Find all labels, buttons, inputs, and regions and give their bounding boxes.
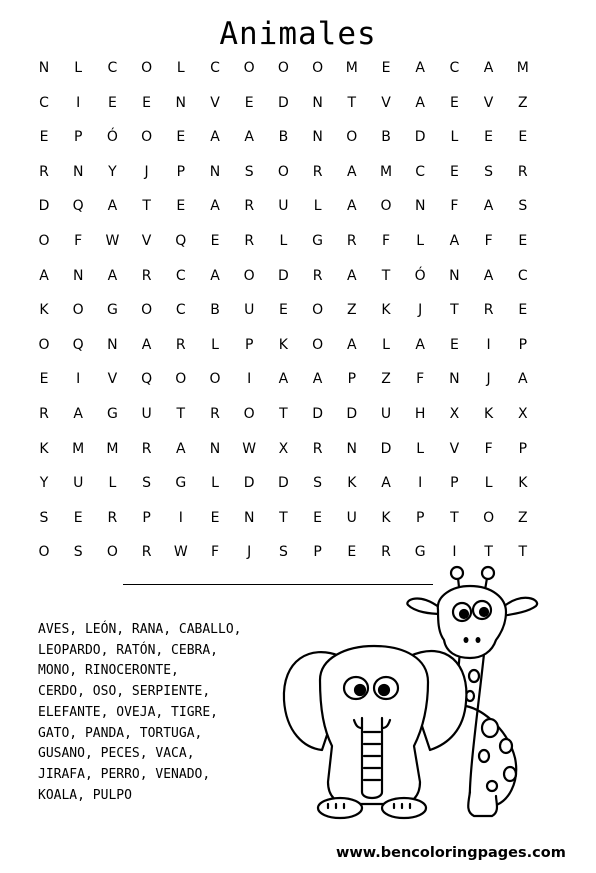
grid-letter: I bbox=[76, 94, 81, 111]
grid-letter: X bbox=[518, 406, 528, 422]
grid-letter: D bbox=[278, 267, 289, 284]
grid-letter: R bbox=[141, 267, 152, 284]
grid-letter: A bbox=[312, 371, 323, 388]
grid-letter: V bbox=[449, 440, 460, 457]
grid-letter: I bbox=[452, 544, 457, 561]
grid-letter: A bbox=[141, 336, 152, 353]
grid-letter: O bbox=[175, 371, 187, 388]
grid-letter: K bbox=[278, 336, 288, 353]
grid-letter: O bbox=[380, 198, 392, 215]
grid-letter: C bbox=[449, 60, 460, 76]
grid-letter: O bbox=[141, 129, 153, 146]
grid-letter: D bbox=[380, 440, 392, 457]
grid-letter: J bbox=[247, 544, 252, 561]
grid-letter: A bbox=[73, 406, 83, 422]
grid-letter: G bbox=[312, 233, 324, 249]
grid-letter: R bbox=[141, 440, 152, 457]
grid-letter: L bbox=[74, 60, 83, 76]
grid-letter: K bbox=[39, 440, 49, 457]
grid-letter: L bbox=[313, 198, 322, 215]
word-list-line: MONO, RINOCERONTE, bbox=[38, 663, 179, 679]
grid-letter: B bbox=[210, 302, 220, 319]
grid-letter: Y bbox=[108, 163, 117, 180]
grid-letter: C bbox=[175, 302, 186, 319]
grid-letter: E bbox=[449, 163, 459, 180]
grid-letter: V bbox=[141, 233, 152, 249]
grid-letter: R bbox=[141, 544, 152, 561]
grid-letter: U bbox=[380, 406, 392, 422]
grid-letter: G bbox=[175, 475, 187, 492]
grid-letter: F bbox=[74, 233, 83, 249]
grid-letter: R bbox=[517, 163, 528, 180]
grid-letter: S bbox=[278, 544, 288, 561]
grid-letter: R bbox=[483, 302, 494, 319]
grid-letter: U bbox=[278, 198, 289, 215]
grid-letter: O bbox=[346, 129, 358, 146]
grid-letter: R bbox=[107, 509, 118, 526]
grid-letter: E bbox=[381, 60, 391, 76]
grid-letter: I bbox=[178, 509, 183, 526]
grid-letter: P bbox=[347, 371, 357, 388]
grid-letter: N bbox=[107, 336, 118, 353]
grid-letter: O bbox=[141, 302, 153, 319]
grid-letter: A bbox=[381, 475, 391, 492]
grid-letter: N bbox=[209, 440, 221, 457]
grid-letter: M bbox=[379, 163, 393, 180]
grid-letter: R bbox=[175, 336, 186, 353]
grid-letter: K bbox=[381, 302, 391, 319]
grid-letter: O bbox=[243, 267, 255, 284]
grid-letter: Q bbox=[175, 233, 187, 249]
grid-letter: A bbox=[483, 198, 494, 215]
grid-letter: F bbox=[450, 198, 459, 215]
grid-letter: T bbox=[484, 544, 493, 561]
grid-letter: E bbox=[107, 94, 117, 111]
grid-letter: P bbox=[450, 475, 459, 492]
grid-letter: E bbox=[244, 94, 254, 111]
grid-letter: E bbox=[347, 544, 357, 561]
grid-letter: R bbox=[39, 406, 49, 422]
word-list-line: CERDO, OSO, SERPIENTE, bbox=[38, 684, 211, 700]
grid-letter: E bbox=[278, 302, 288, 319]
grid-letter: R bbox=[381, 544, 391, 561]
grid-letter: S bbox=[484, 163, 494, 180]
grid-letter: K bbox=[518, 475, 528, 492]
grid-letter: O bbox=[243, 406, 255, 422]
grid-letter: O bbox=[209, 371, 221, 388]
grid-letter: N bbox=[243, 509, 255, 526]
grid-letter: G bbox=[106, 406, 118, 422]
grid-letter: C bbox=[107, 60, 118, 76]
grid-letter: A bbox=[483, 267, 494, 284]
grid-letter: R bbox=[312, 440, 323, 457]
grid-letter: J bbox=[418, 302, 423, 319]
grid-letter: I bbox=[76, 371, 81, 388]
grid-letter: R bbox=[210, 406, 220, 422]
grid-letter: Z bbox=[518, 94, 528, 111]
footer-url: www.bencoloringpages.com bbox=[336, 845, 566, 861]
grid-letter: A bbox=[347, 198, 357, 215]
grid-letter: O bbox=[312, 336, 324, 353]
grid-letter: A bbox=[347, 163, 357, 180]
grid-letter: L bbox=[279, 233, 288, 249]
word-list-line: JIRAFA, PERRO, VENADO, bbox=[38, 766, 211, 782]
grid-letter: A bbox=[210, 129, 220, 146]
grid-letter: E bbox=[449, 336, 459, 353]
grid-letter: N bbox=[414, 198, 426, 215]
grid-letter: A bbox=[415, 336, 425, 353]
grid-letter: V bbox=[210, 94, 220, 111]
grid-letter: D bbox=[278, 94, 289, 111]
grid-letter: A bbox=[518, 371, 528, 388]
word-list-line: GATO, PANDA, TORTUGA, bbox=[38, 725, 203, 741]
grid-letter: P bbox=[244, 336, 254, 353]
grid-letter: K bbox=[39, 302, 49, 319]
grid-letter: P bbox=[415, 509, 425, 526]
grid-letter: H bbox=[414, 406, 426, 422]
grid-letter: A bbox=[210, 198, 220, 215]
grid-letter: D bbox=[278, 475, 289, 492]
grid-letter: S bbox=[313, 475, 323, 492]
grid-letter: L bbox=[416, 233, 425, 249]
grid-letter: M bbox=[345, 60, 358, 76]
grid-letter: K bbox=[381, 509, 391, 526]
grid-letter: O bbox=[277, 163, 289, 180]
grid-letter: Ó bbox=[106, 129, 118, 146]
grid-letter: R bbox=[39, 163, 49, 180]
grid-letter: E bbox=[39, 129, 49, 146]
grid-letter: L bbox=[450, 129, 459, 146]
grid-letter: R bbox=[244, 233, 255, 249]
grid-letter: F bbox=[484, 233, 493, 249]
grid-letter: N bbox=[209, 163, 221, 180]
grid-letter: E bbox=[518, 233, 528, 249]
grid-letter: E bbox=[210, 509, 220, 526]
grid-letter: T bbox=[381, 267, 391, 284]
grid-letter: P bbox=[313, 544, 322, 561]
grid-letter: E bbox=[518, 302, 528, 319]
grid-letter: O bbox=[38, 544, 50, 561]
grid-letter: J bbox=[144, 163, 149, 180]
grid-letter: I bbox=[247, 371, 252, 388]
grid-letter: N bbox=[449, 267, 460, 284]
grid-letter: N bbox=[312, 129, 323, 146]
grid-letter: A bbox=[347, 336, 357, 353]
grid-letter: N bbox=[312, 94, 323, 111]
grid-letter: P bbox=[518, 336, 528, 353]
grid-letter: T bbox=[279, 509, 288, 526]
grid-letter: A bbox=[39, 267, 49, 284]
grid-letter: A bbox=[415, 60, 425, 76]
grid-letter: D bbox=[243, 475, 255, 492]
grid-letter: C bbox=[39, 94, 49, 111]
word-list-line: ELEFANTE, OVEJA, TIGRE, bbox=[38, 704, 219, 720]
grid-letter: L bbox=[211, 475, 219, 492]
grid-letter: C bbox=[415, 163, 426, 180]
grid-letter: S bbox=[518, 198, 528, 215]
grid-letter: S bbox=[142, 475, 152, 492]
grid-letter: E bbox=[73, 509, 83, 526]
grid-letter: F bbox=[210, 544, 220, 561]
grid-letter: C bbox=[175, 267, 186, 284]
grid-letter: T bbox=[279, 406, 288, 422]
grid-letter: G bbox=[414, 544, 426, 561]
grid-letter: O bbox=[483, 509, 495, 526]
grid-letter: A bbox=[107, 267, 118, 284]
grid-letter: W bbox=[173, 544, 188, 561]
grid-letter: W bbox=[242, 440, 257, 457]
grid-letter: B bbox=[381, 129, 391, 146]
grid-letter: V bbox=[381, 94, 391, 111]
word-list-line: AVES, LEÓN, RANA, CABALLO, bbox=[38, 622, 242, 637]
grid-letter: M bbox=[516, 60, 529, 76]
grid-letter: Q bbox=[141, 371, 153, 388]
grid-letter: L bbox=[416, 440, 425, 457]
grid-letter: U bbox=[141, 406, 152, 422]
grid-letter: T bbox=[450, 509, 459, 526]
grid-letter: E bbox=[176, 198, 186, 215]
grid-letter: N bbox=[346, 440, 358, 457]
grid-letter: A bbox=[415, 94, 425, 111]
grid-letter: R bbox=[244, 198, 255, 215]
grid-letter: P bbox=[73, 129, 83, 146]
grid-letter: M bbox=[72, 440, 85, 457]
grid-letter: M bbox=[106, 440, 119, 457]
grid-letter: N bbox=[38, 60, 50, 76]
elephant-drawing bbox=[284, 646, 467, 818]
grid-letter: A bbox=[176, 440, 186, 457]
grid-letter: V bbox=[483, 94, 494, 111]
grid-letter: E bbox=[449, 94, 459, 111]
grid-letter: N bbox=[72, 267, 84, 284]
grid-letter: Y bbox=[39, 475, 49, 492]
grid-letter: O bbox=[243, 60, 255, 76]
grid-letter: F bbox=[381, 233, 391, 249]
grid-letter: T bbox=[142, 198, 151, 215]
grid-letter: W bbox=[105, 233, 120, 249]
page-title: Animales bbox=[219, 16, 377, 52]
grid-letter: B bbox=[278, 129, 289, 146]
grid-letter: X bbox=[449, 406, 460, 422]
word-list-line: GUSANO, PECES, VACA, bbox=[38, 746, 195, 762]
grid-letter: E bbox=[142, 94, 152, 111]
grid-letter: T bbox=[450, 302, 459, 319]
grid-letter: T bbox=[347, 94, 357, 111]
grid-letter: T bbox=[176, 406, 186, 422]
grid-letter: Z bbox=[518, 509, 528, 526]
grid-letter: P bbox=[142, 509, 151, 526]
grid-letter: O bbox=[106, 544, 118, 561]
grid-letter: O bbox=[312, 60, 324, 76]
grid-letter: N bbox=[175, 94, 187, 111]
grid-letter: L bbox=[211, 336, 219, 353]
grid-letter: L bbox=[484, 475, 493, 492]
grid-letter: Q bbox=[72, 198, 84, 215]
grid-letter: U bbox=[346, 509, 357, 526]
word-list-line: KOALA, PULPO bbox=[38, 787, 132, 803]
grid-letter: L bbox=[176, 60, 185, 76]
grid-letter: L bbox=[108, 475, 117, 492]
grid-letter: D bbox=[414, 129, 426, 146]
grid-letter: A bbox=[347, 267, 357, 284]
grid-letter: N bbox=[449, 371, 460, 388]
grid-letter: E bbox=[176, 129, 186, 146]
grid-letter: S bbox=[39, 509, 49, 526]
grid-letter: C bbox=[517, 267, 528, 284]
grid-letter: S bbox=[73, 544, 83, 561]
grid-letter: N bbox=[72, 163, 84, 180]
grid-letter: A bbox=[210, 267, 220, 284]
grid-letter: K bbox=[347, 475, 357, 492]
grid-letter: A bbox=[244, 129, 254, 146]
grid-letter: R bbox=[312, 267, 323, 284]
grid-letter: F bbox=[416, 371, 425, 388]
grid-letter: J bbox=[486, 371, 491, 388]
grid-letter: A bbox=[449, 233, 460, 249]
grid-letter: Q bbox=[72, 336, 84, 353]
grid-letter: I bbox=[486, 336, 491, 353]
grid-letter: O bbox=[38, 336, 50, 353]
grid-letter: L bbox=[382, 336, 390, 353]
grid-letter: E bbox=[39, 371, 49, 388]
grid-letter: E bbox=[484, 129, 494, 146]
word-list-line: LEOPARDO, RATÓN, CEBRA, bbox=[38, 642, 219, 658]
grid-letter: D bbox=[346, 406, 358, 422]
grid-letter: A bbox=[278, 371, 289, 388]
grid-letter: V bbox=[107, 371, 118, 388]
grid-letter: T bbox=[518, 544, 528, 561]
grid-letter: F bbox=[484, 440, 493, 457]
grid-letter: A bbox=[483, 60, 494, 76]
grid-letter: X bbox=[278, 440, 289, 457]
grid-letter: G bbox=[106, 302, 118, 319]
grid-letter: Z bbox=[381, 371, 391, 388]
grid-letter: A bbox=[107, 198, 118, 215]
grid-letter: O bbox=[38, 233, 50, 249]
grid-letter: E bbox=[210, 233, 220, 249]
grid-letter: Ó bbox=[414, 267, 426, 284]
grid-letter: D bbox=[38, 198, 50, 215]
grid-letter: S bbox=[244, 163, 254, 180]
grid-letter: O bbox=[141, 60, 153, 76]
grid-letter: U bbox=[244, 302, 255, 319]
word-list bbox=[38, 620, 298, 806]
grid-letter: D bbox=[312, 406, 323, 422]
grid-letter: E bbox=[313, 509, 323, 526]
grid-letter: U bbox=[73, 475, 84, 492]
grid-letter: K bbox=[484, 406, 494, 422]
grid-letter: P bbox=[518, 440, 528, 457]
grid-letter: O bbox=[312, 302, 324, 319]
grid-letter: Z bbox=[347, 302, 357, 319]
grid-letter: C bbox=[210, 60, 220, 76]
elephant-giraffe-illustration bbox=[270, 560, 550, 830]
grid-letter: R bbox=[312, 163, 323, 180]
grid-letter: E bbox=[518, 129, 528, 146]
grid-letter: O bbox=[72, 302, 84, 319]
grid-letter: P bbox=[176, 163, 186, 180]
grid-letter: O bbox=[277, 60, 289, 76]
grid-letter: R bbox=[346, 233, 357, 249]
grid-letter: I bbox=[418, 475, 423, 492]
